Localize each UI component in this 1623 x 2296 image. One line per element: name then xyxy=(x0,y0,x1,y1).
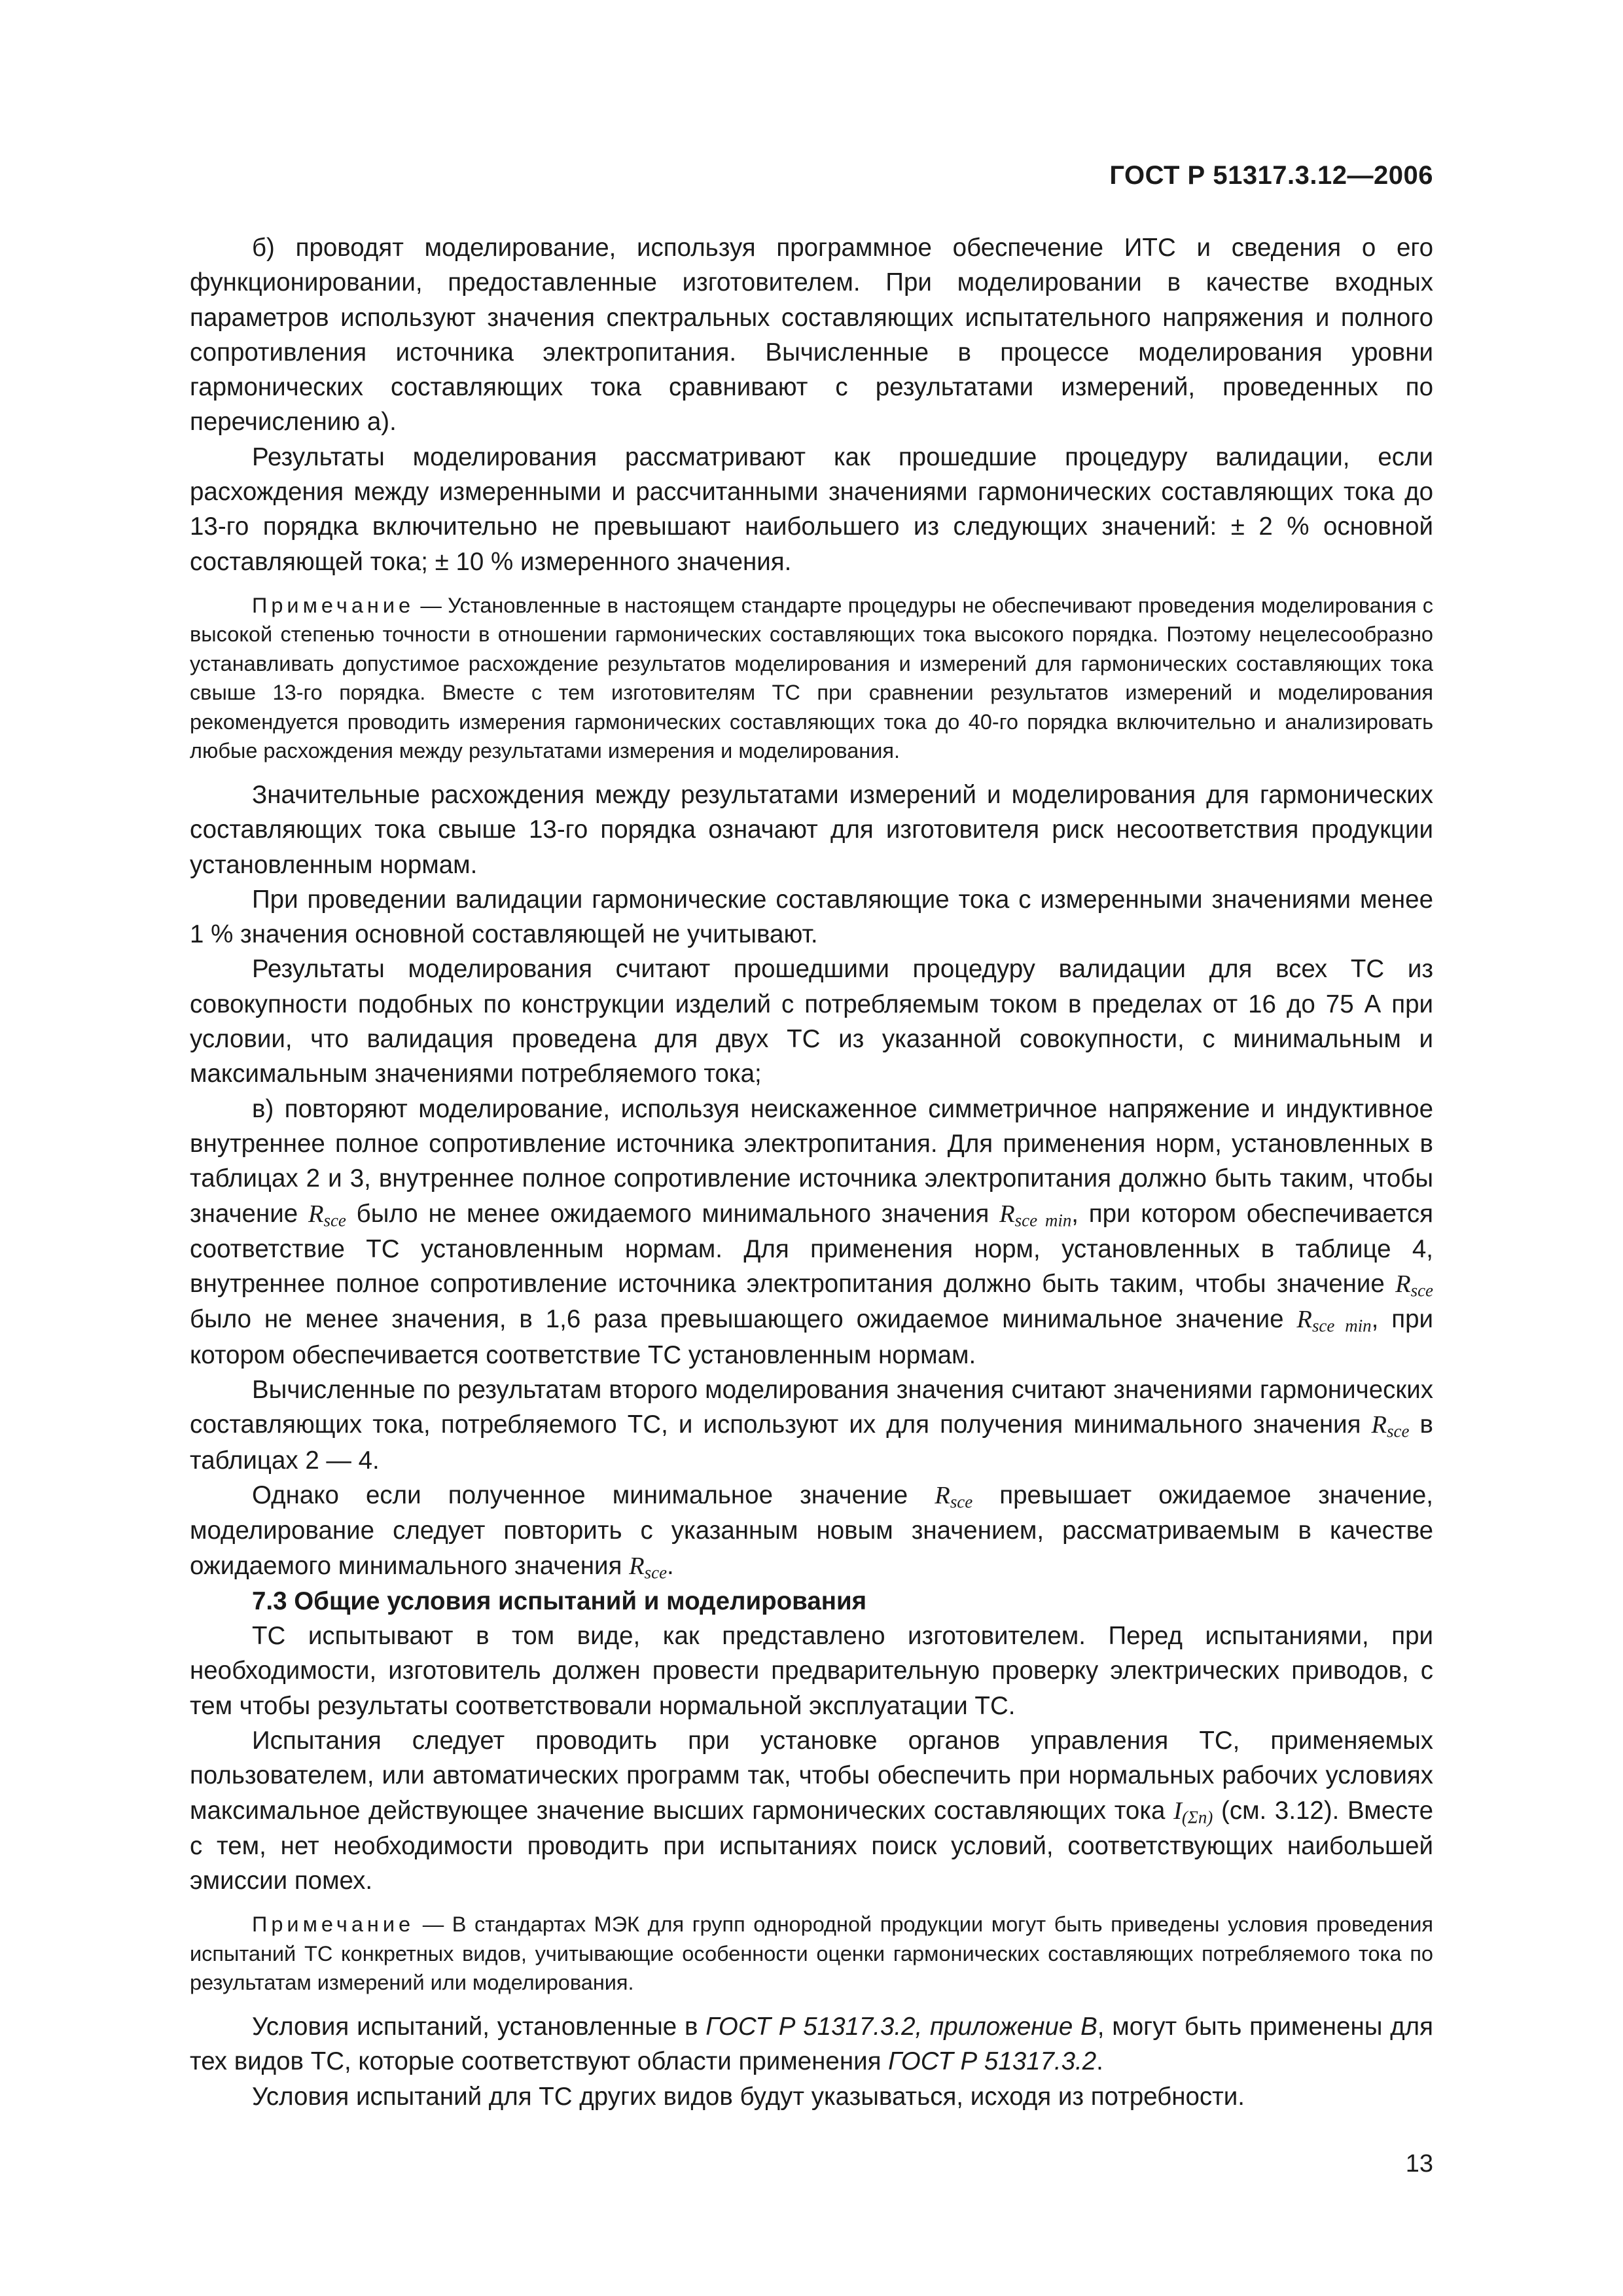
paragraph-ignore: При проведении валидации гармонические составляющие тока с измеренными значениями менее 1 % значения основной составляющей не учитывают. xyxy=(190,885,1433,949)
symbol-r-sce: $R_{sce}$ xyxy=(629,1552,668,1583)
paragraph-c: в) повторяют моделирование, используя неискаженное симметричное напряжение и индуктивное внутреннее полное сопротивление источника электропитания. Для применения норм, установленных в таблицах 2 и 3, внутреннее полное сопротивление источника электропитания должно быть таким, чтобы значение $R_{sce}$ было не менее ожидаемого минимального значения $R_{sce min}$, при котором обеспечивается соответствие ТС установленным нормам. Для применения норм, установленных в таблице 4, внутреннее полное сопротивление источника электропитания должно быть таким, чтобы значение $R_{sce}$ было не менее значения, в 1,6 раза превышающего ожидаемое минимальное значение $R_{sce min}$, при котором обеспечивается соответствие ТС установленным нормам. xyxy=(190,1094,1433,1369)
note-2-label: Примечание xyxy=(252,1912,415,1937)
paragraph-conditions: Условия испытаний, установленные в ГОСТ Р 51317.3.2, приложение В, могут быть применены для тех видов ТС, которые соответствуют области применения ГОСТ Р 51317.3.2. xyxy=(190,2012,1433,2076)
note-1-label: Примечание xyxy=(252,593,415,617)
paragraph-other-types: Условия испытаний для ТС других видов будут указываться, исходя из потребности. xyxy=(252,2082,1245,2111)
paragraph-second-modelling: Вычисленные по результатам второго моделирования значения считают значениями гармонических составляющих тока, потребляемого ТС, и используют их для получения минимального значения $R_{sce}$ в таблицах 2 — 4. xyxy=(190,1376,1434,1475)
paragraph-b: б) проводят моделирование, используя программное обеспечение ИТС и сведения о его функционировании, предоставленные изготовителем. При моделировании в качестве входных параметров используют значения спектральных составляющих испытательного напряжения и полного сопротивления источника электропитания. Вычисленные в процессе моделирования уровни гармонических составляющих тока сравнивают с результатами измерений, проведенных по перечислению а). xyxy=(190,234,1433,437)
symbol-r-sce: $R_{sce}$ xyxy=(1371,1411,1410,1442)
paragraph-however: Однако если полученное минимальное значение $R_{sce}$ превышает ожидаемое значение, моделирование следует повторить с указанным новым значением, рассматриваемым в качестве ожидаемого минимального значения $R_{sce}$. xyxy=(190,1480,1433,1583)
paragraph-validation: Результаты моделирования рассматривают как прошедшие процедуру валидации, если расхождения между измеренными и рассчитанными значениями гармонических составляющих тока до 13-го порядка включительно не превышают наибольшего из следующих значений: ± 2 % основной составляющей тока; ± 10 % измеренного значения. xyxy=(190,442,1433,576)
symbol-r-sce: $R_{sce}$ xyxy=(308,1200,346,1230)
note-1 xyxy=(190,591,1433,766)
standard-header: ГОСТ Р 51317.3.12—2006 xyxy=(1109,161,1433,190)
page-number: 13 xyxy=(1405,2150,1433,2178)
symbol-r-sce: $R_{sce}$ xyxy=(935,1481,973,1512)
paragraph-significant: Значительные расхождения между результатами измерений и моделирования для гармонических составляющих тока свыше 13-го порядка означают для изготовителя риск несоответствия продукции установленным нормам. xyxy=(190,780,1433,879)
reference-gost: ГОСТ Р 51317.3.2 xyxy=(888,2047,1097,2076)
paragraph-population: Результаты моделирования считают прошедшими процедуру валидации для всех ТС из совокупности подобных по конструкции изделий с потребляемым током в пределах от 16 до 75 А при условии, что валидация проведена для двух ТС из указанной совокупности, с минимальным и максимальным значениями потребляемого тока; xyxy=(190,955,1433,1088)
symbol-i-sigma-n: $I_{(\Sigma n)}$ xyxy=(1173,1797,1213,1827)
symbol-r-sce-min: $R_{sce min}$ xyxy=(999,1200,1072,1230)
symbol-r-sce-min: $R_{sce min}$ xyxy=(1296,1306,1372,1336)
reference-gost-appendix: ГОСТ Р 51317.3.2, приложение В xyxy=(705,2012,1097,2041)
paragraph-controls: Испытания следует проводить при установке органов управления ТС, применяемых пользователем, или автоматических программ так, чтобы обеспечить при нормальных рабочих условиях максимальное действующее значение высших гармонических составляющих тока $I_{(\Sigma n)}$ (см. 3.12). Вместе с тем, нет необходимости проводить при испытаниях поиск условий, соответствующих наибольшей эмиссии помех. xyxy=(190,1726,1434,1895)
symbol-r-sce: $R_{sce}$ xyxy=(1395,1270,1433,1300)
note-1-text: — Установленные в настоящем стандарте процедуры не обеспечивают проведения моделирования с высокой степенью точности в отношении гармонических составляющих тока высокого порядка. Поэтому нецелесообразно устанавливать допустимое расхождение результатов моделирования и измерений для гармонических составляющих тока свыше 13-го порядка. Вместе с тем изготовителям ТС при сравнении результатов измерений и моделирования рекомендуется проводить измерения гармонических составляющих тока до 40-го порядка включительно и анализировать любые расхождения между результатами измерения и моделирования. xyxy=(190,593,1433,763)
page-content xyxy=(190,230,1433,2114)
section-title-7-3: 7.3 Общие условия испытаний и моделирования xyxy=(252,1587,867,1615)
paragraph-tested: ТС испытывают в том виде, как представлено изготовителем. Перед испытаниями, при необходимости, изготовитель должен провести предварительную проверку электрических приводов, с тем чтобы результаты соответствовали нормальной эксплуатации ТС. xyxy=(190,1622,1433,1720)
note-2 xyxy=(190,1910,1433,1998)
note-2-text: — В стандартах МЭК для групп однородной продукции могут быть приведены условия проведения испытаний ТС конкретных видов, учитывающие особенности оценки гармонических составляющих потребляемого тока по результатам измерений или моделирования. xyxy=(190,1912,1433,1995)
